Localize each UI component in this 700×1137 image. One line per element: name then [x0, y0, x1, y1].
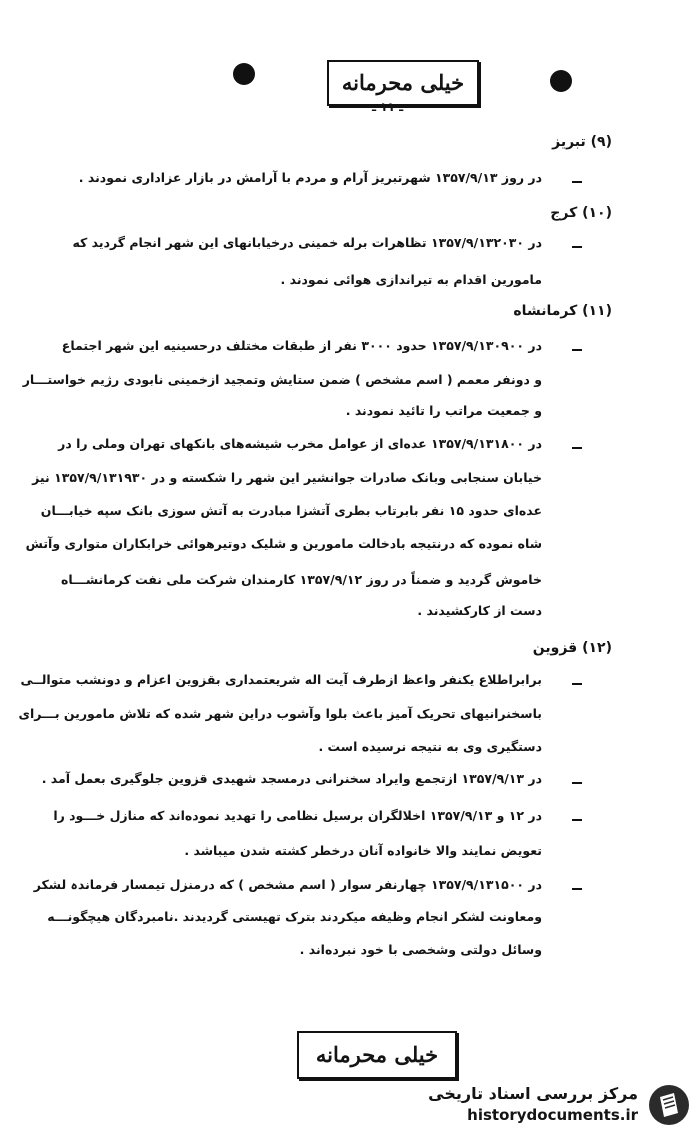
watermark-title: مرکز بررسی اسناد تاریخی — [428, 1084, 638, 1103]
text-line: عده‌ای حدود ۱۵ نفر بابرتاب بطری آتشزا مبادرت به آتش سوزی بانک سپه خیابـــان — [40, 503, 542, 518]
paragraph-dash — [572, 888, 582, 890]
paragraph-dash — [572, 349, 582, 351]
paragraph-dash — [572, 782, 582, 784]
paragraph-dash — [572, 683, 582, 685]
section-heading: (۹) تبریز — [552, 134, 612, 150]
text-line: در ۱۳۵۷/۹/۱۳ ازتجمع وایراد سخنرانی درمسجد شهیدی قزوین جلوگیری بعمل آمد . — [41, 771, 542, 786]
text-line: تعویض نمایند والا خانواده آنان درخطر کشته شدن میباشد . — [184, 843, 542, 858]
page-number: ـ ۱۱ ـ — [372, 100, 404, 114]
text-line: در ۱۲ و ۱۳۵۷/۹/۱۳ اخلالگران برسیل نظامی را تهدید نموده‌اند که منازل خـــود را — [53, 808, 542, 823]
text-line: و جمعیت مراتب را تائید نمودند . — [345, 403, 542, 418]
punch-hole-right — [550, 70, 572, 92]
text-line: مامورین اقدام به تیراندازی هوائی نمودند . — [280, 272, 542, 287]
text-line: دست از کارکشیدند . — [417, 603, 542, 618]
text-line: برابراطلاع یکنفر واعظ ازطرف آیت اله شریعتمداری بقزوین اعزام و دونشب متوالــی — [20, 672, 542, 687]
text-line: خیابان سنجابی وبانک صادرات جوانشیر این شهر را شکسته و در ۱۳۵۷/۹/۱۳۱۹۳۰ نیز — [32, 470, 542, 485]
text-line: در ۱۳۵۷/۹/۱۳۱۸۰۰ عده‌ای از عوامل مخرب شیشه‌های بانکهای تهران وملی را در — [58, 436, 542, 451]
punch-hole-left — [233, 63, 255, 85]
text-line: و دونفر معمم ( اسم مشخص ) ضمن ستایش وتمجید ازخمینی نابودی رژیم خواستـــار — [22, 372, 542, 387]
text-line: خاموش گردید و ضمناً در روز ۱۳۵۷/۹/۱۲ کارمندان شرکت ملی نفت کرمانشـــاه — [60, 572, 542, 587]
section-heading: (۱۱) کرمانشاه — [513, 303, 612, 319]
document-archive-logo-icon — [648, 1084, 690, 1126]
text-line: در ۱۳۵۷/۹/۱۳۰۹۰۰ حدود ۳۰۰۰ نفر از طبقات مختلف درحسینیه این شهر اجتماع — [61, 338, 542, 353]
text-line: ومعاونت لشکر انجام وظیفه میکردند بترک تهیستی گردیدند .نامبردگان هیچگونـــه — [47, 909, 542, 924]
watermark-url: historydocuments.ir — [467, 1106, 638, 1124]
paragraph-dash — [572, 447, 582, 449]
text-line: در ۱۳۵۷/۹/۱۳۲۰۳۰ تظاهرات برله خمینی درخیابانهای این شهر انجام گردید که — [72, 235, 542, 250]
text-line: در روز ۱۳۵۷/۹/۱۳ شهرتبریز آرام و مردم با آرامش در بازار عزاداری نمودند . — [78, 170, 542, 185]
text-line: باسخنرانیهای تحریک آمیز باعث بلوا وآشوب دراین شهر شده که تلاش مامورین بـــرای — [18, 706, 542, 721]
archive-watermark — [410, 1082, 690, 1128]
paragraph-dash — [572, 181, 582, 183]
section-heading: (۱۲) قزوین — [532, 640, 612, 656]
classification-stamp-bottom: خیلی محرمانه — [297, 1031, 457, 1079]
classification-stamp-top: خیلی محرمانه — [327, 60, 479, 106]
text-line: در ۱۳۵۷/۹/۱۳۱۵۰۰ چهارنفر سوار ( اسم مشخص ) که درمنزل تیمسار فرماندہ لشکر — [33, 877, 542, 892]
paragraph-dash — [572, 819, 582, 821]
section-heading: (۱۰) کرج — [550, 205, 612, 221]
text-line: دستگیری وی به نتیجه نرسیده است . — [318, 739, 542, 754]
paragraph-dash — [572, 246, 582, 248]
text-line: وسائل دولتی وشخصی با خود نبرده‌اند . — [299, 942, 542, 957]
text-line: شاه نموده که درنتیجه بادخالت مامورین و شلیک دوتیرهوائی خرابکاران متواری وآتش — [25, 536, 542, 551]
